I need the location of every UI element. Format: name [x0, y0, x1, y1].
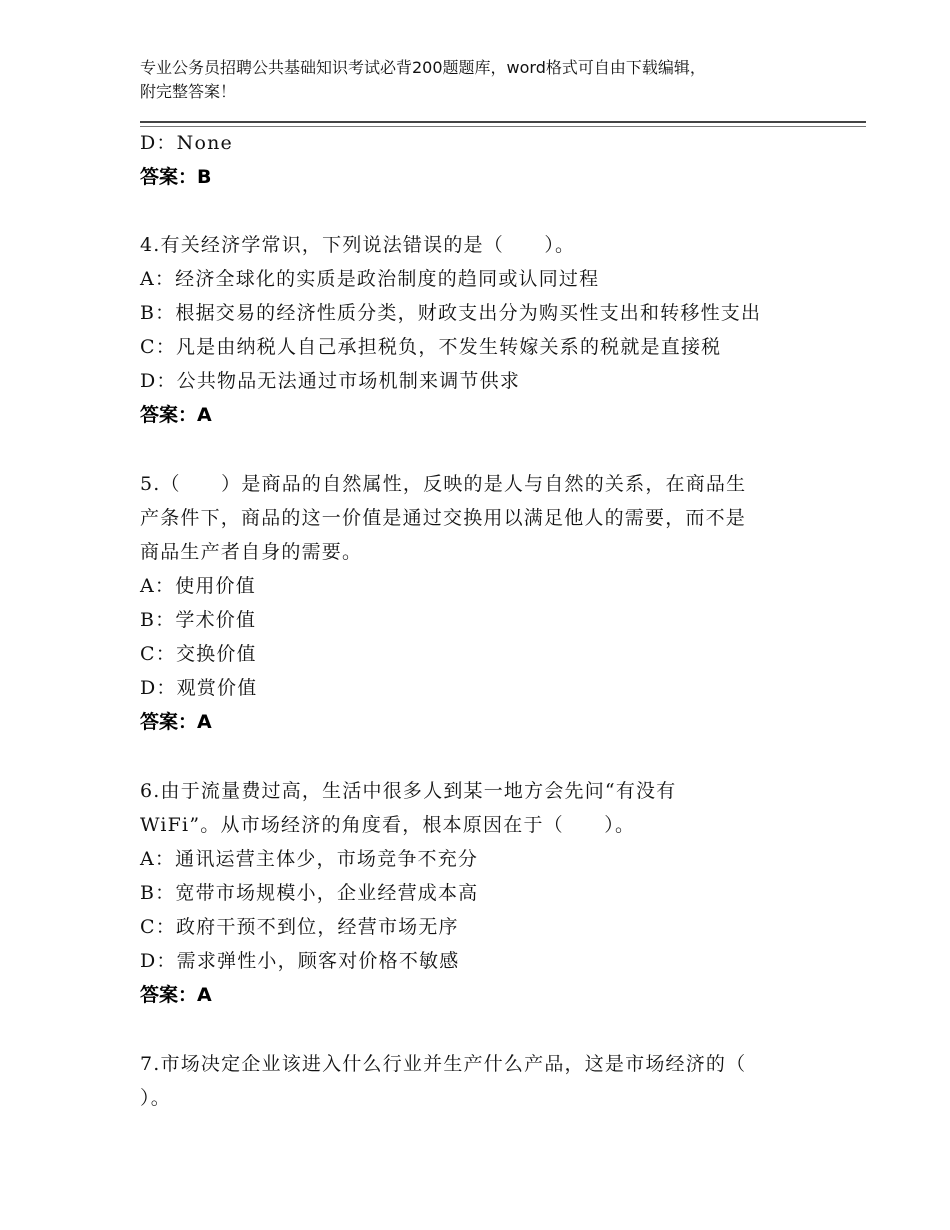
q5-stem-line-1: 5.（ ）是商品的自然属性，反映的是人与自然的关系，在商品生 [140, 473, 747, 495]
q5-stem-line-3: 商品生产者自身的需要。 [140, 541, 363, 563]
q5-stem-line-2: 产条件下，商品的这一价值是通过交换用以满足他人的需要，而不是 [140, 507, 747, 529]
q6-option-c: C：政府干预不到位，经营市场无序 [140, 916, 459, 938]
page-header [140, 56, 840, 104]
q5-option-c: C：交换价值 [140, 643, 257, 665]
q3-option-d: D：None [140, 132, 233, 154]
q4-option-a: A：经济全球化的实质是政治制度的趋同或认同过程 [140, 268, 600, 290]
q4-option-b: B：根据交易的经济性质分类，财政支出分为购买性支出和转移性支出 [140, 302, 762, 324]
q5-option-b: B：学术价值 [140, 609, 257, 631]
q4-option-d: D：公共物品无法通过市场机制来调节供求 [140, 370, 521, 392]
q5-answer: 答案：A [140, 711, 212, 733]
q6-option-b: B：宽带市场规模小，企业经营成本高 [140, 882, 479, 904]
q4-option-c: C：凡是由纳税人自己承担税负，不发生转嫁关系的税就是直接税 [140, 336, 722, 358]
q5-option-d: D：观赏价值 [140, 677, 258, 699]
q7-stem-line-2: ）。 [140, 1087, 171, 1109]
q6-stem-line-2: WiFi”。从市场经济的角度看，根本原因在于（ ）。 [140, 814, 636, 836]
q4-answer: 答案：A [140, 404, 212, 426]
q6-option-d: D：需求弹性小，顾客对价格不敏感 [140, 950, 460, 972]
q5-option-a: A：使用价值 [140, 575, 256, 597]
q6-stem-line-1: 6.由于流量费过高，生活中很多人到某一地方会先问“有没有 [140, 780, 677, 802]
header-line-1: 专业公务员招聘公共基础知识考试必背200题题库，word格式可自由下载编辑， [140, 58, 706, 77]
header-divider-thin [140, 126, 866, 127]
header-divider-thick [140, 121, 866, 123]
q4-stem: 4.有关经济学常识，下列说法错误的是（ ）。 [140, 234, 576, 256]
q6-answer: 答案：A [140, 984, 212, 1006]
header-line-2: 附完整答案！ [140, 82, 237, 101]
q6-option-a: A：通讯运营主体少，市场竞争不充分 [140, 848, 479, 870]
q3-answer: 答案：B [140, 166, 212, 188]
q7-stem-line-1: 7.市场决定企业该进入什么行业并生产什么产品，这是市场经济的（ [140, 1053, 747, 1075]
